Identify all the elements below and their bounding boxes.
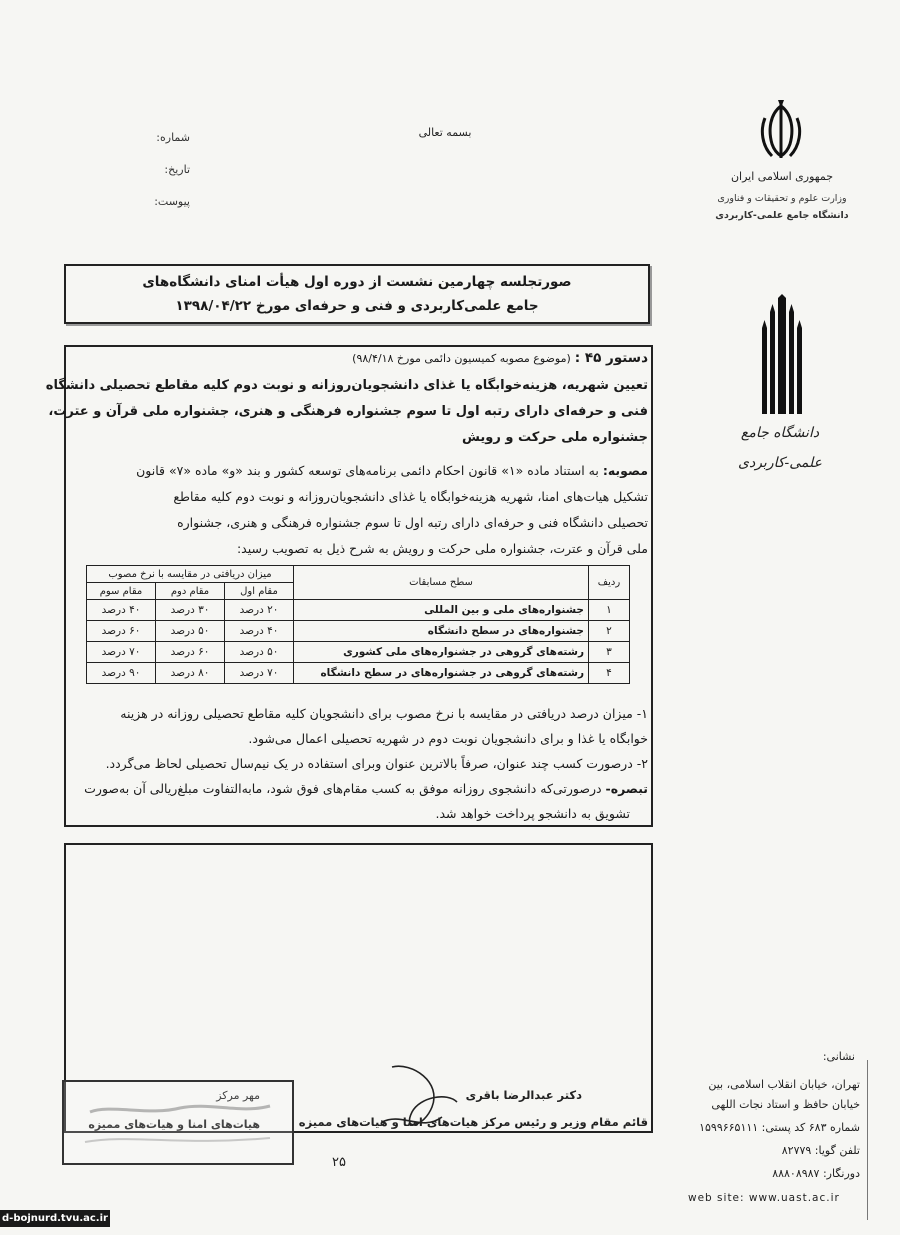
table-header-row	[87, 566, 630, 583]
cell-first: ۵۰ درصد	[225, 642, 294, 663]
cell-row-number: ۴	[589, 663, 630, 684]
title-line-1: صورتجلسه چهارمین نشست از دوره اول هیأت امنای دانشگاه‌های	[142, 274, 572, 290]
title-box	[64, 264, 650, 324]
header-row-number: ردیف	[589, 566, 630, 600]
uast-logo-icon	[758, 294, 806, 414]
address-label: نشانی:	[822, 1050, 855, 1063]
address-line-1: تهران، خیابان انقلاب اسلامی، بین	[708, 1078, 860, 1091]
table-row	[87, 621, 630, 642]
approval-line-1	[136, 463, 648, 478]
address-line-2: خیابان حافظ و استاد نجات اللهی	[711, 1098, 860, 1111]
awards-table	[86, 565, 630, 684]
header-group: میزان دریافتی در مقایسه با نرخ مصوب	[87, 566, 294, 583]
stamp-line-1: مهر مرکز	[216, 1089, 260, 1102]
header-second-place: مقام دوم	[156, 583, 225, 600]
subject-line-1: تعیین شهریه، هزینه‌خوابگاه یا غذای دانشجویان‌روزانه و نوبت دوم کلیه مقاطع تحصیلی دانشگاه	[45, 378, 648, 393]
approval-text-1: به استناد ماده «۱» قانون احکام دائمی برنامه‌های توسعه کشور و بند «و» ماده «۷» قانون	[136, 463, 599, 478]
signer-name: دکتر عبدالرضا باقری	[465, 1088, 582, 1102]
attachment-label: پیوست:	[154, 195, 190, 208]
heading-label: دستور ۴۵ :	[574, 350, 648, 366]
date-label: تاریخ:	[164, 163, 190, 176]
university-name: دانشگاه جامع علمی-کاربردی	[715, 210, 849, 221]
note-3-line-1	[84, 781, 648, 796]
note-2: ۲- درصورت کسب چند عنوان، صرفاً بالاترین عنوان وبرای استفاده در یک نیم‌سال تحصیلی لحاظ می‌گردد.	[105, 756, 648, 771]
approval-line-4: ملی قرآن و عترت، جشنواره ملی حرکت و رویش به شرح ذیل به تصویب رسید:	[236, 541, 648, 556]
number-label: شماره:	[156, 131, 190, 144]
footer-divider	[867, 1060, 868, 1220]
header-first-place: مقام اول	[225, 583, 294, 600]
stamp-seal-scribble	[70, 1094, 290, 1154]
uast-name-line-2: علمی-کاربردی	[738, 455, 822, 471]
address-line-3: شماره ۶۸۳ کد پستی: ۱۵۹۹۶۶۵۱۱۱	[699, 1121, 860, 1134]
note-3-line-2: تشویق به دانشجو پرداخت خواهد شد.	[435, 806, 630, 821]
cell-first: ۷۰ درصد	[225, 663, 294, 684]
cell-level: جشنواره‌های ملی و بین المللی	[294, 600, 589, 621]
cell-level: رشته‌های گروهی در جشنواره‌های در سطح دانشگاه	[294, 663, 589, 684]
note-3-label: تبصره-	[605, 781, 648, 796]
table-row	[87, 642, 630, 663]
cell-level: جشنواره‌های در سطح دانشگاه	[294, 621, 589, 642]
signature-scribble	[372, 1062, 462, 1142]
approval-line-2: تشکیل هیات‌های امنا، شهریه هزینه‌خوابگاه یا غذای دانشجویان‌روزانه و نوبت دوم کلیه مقاطع	[173, 489, 648, 504]
note-1-line-1: ۱- میزان درصد دریافتی در مقایسه با نرخ مصوب برای دانشجویان کلیه مقاطع تحصیلی روزانه در هزینه	[120, 706, 648, 721]
cell-row-number: ۳	[589, 642, 630, 663]
stamp-line-2: هیات‌های امنا و هیات‌های ممیزه	[88, 1118, 260, 1131]
republic-name: جمهوری اسلامی ایران	[730, 170, 834, 183]
cell-second: ۳۰ درصد	[156, 600, 225, 621]
cell-third: ۴۰ درصد	[87, 600, 156, 621]
cell-level: رشته‌های گروهی در جشنواره‌های ملی کشوری	[294, 642, 589, 663]
cell-row-number: ۲	[589, 621, 630, 642]
cell-third: ۶۰ درصد	[87, 621, 156, 642]
table-row	[87, 600, 630, 621]
title-line-2: جامع علمی‌کاربردی و فنی و حرفه‌ای مورخ ۱۳۹۸/۰۴/۲۲	[175, 298, 539, 314]
approval-label: مصوبه:	[602, 463, 648, 478]
cell-row-number: ۱	[589, 600, 630, 621]
resolution-heading	[352, 350, 648, 366]
iran-emblem-icon	[756, 100, 806, 162]
phone: تلفن گویا: ۸۲۷۷۹	[781, 1144, 860, 1157]
cell-first: ۲۰ درصد	[225, 600, 294, 621]
table-row	[87, 663, 630, 684]
header-level: سطح مسابقات	[294, 566, 589, 600]
subject-line-3: جشنواره ملی حرکت و رویش	[462, 430, 648, 445]
cell-first: ۴۰ درصد	[225, 621, 294, 642]
note-3-text-1: درصورتی‌که دانشجوی روزانه موفق به کسب مقام‌های فوق شود، مابه‌التفاوت مبلغ‌ریالی آن به‌صورت	[84, 781, 602, 796]
subject-line-2: فنی و حرفه‌ای دارای رتبه اول تا سوم جشنواره فرهنگی و هنری، جشنواره ملی قرآن و عترت،	[48, 404, 648, 419]
fax: دورنگار: ۸۸۸۰۸۹۸۷	[772, 1167, 860, 1180]
signer-title: قائم مقام وزیر و رئیس مرکز هیات‌های امنا و هیات‌های ممیزه	[298, 1115, 648, 1129]
header-third-place: مقام سوم	[87, 583, 156, 600]
heading-note: (موضوع مصوبه کمیسیون دائمی مورخ ۹۸/۴/۱۸)	[352, 352, 571, 365]
approval-line-3: تحصیلی دانشگاه فنی و حرفه‌ای دارای رتبه اول تا سوم جشنواره فرهنگی و هنری، جشنواره	[177, 515, 648, 530]
cell-second: ۶۰ درصد	[156, 642, 225, 663]
page-number: ۲۵	[332, 1155, 346, 1170]
cell-third: ۹۰ درصد	[87, 663, 156, 684]
cell-second: ۵۰ درصد	[156, 621, 225, 642]
watermark-badge: d-bojnurd.tvu.ac.ir	[0, 1210, 110, 1227]
cell-second: ۸۰ درصد	[156, 663, 225, 684]
ministry-name: وزارت علوم و تحقیقات و فناوری	[717, 193, 847, 204]
note-1-line-2: خوابگاه یا غذا و برای دانشجویان نوبت دوم در شهریه تحصیلی اعمال می‌شود.	[248, 731, 648, 746]
basmala: بسمه تعالی	[418, 126, 472, 139]
cell-third: ۷۰ درصد	[87, 642, 156, 663]
uast-name-line-1: دانشگاه جامع	[740, 425, 820, 441]
website: web site: www.uast.ac.ir	[688, 1192, 840, 1204]
